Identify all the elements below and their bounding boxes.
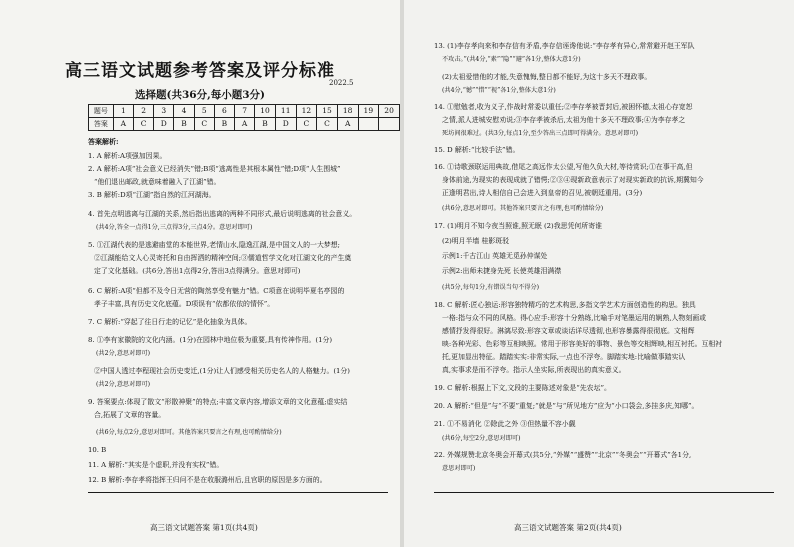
row-label: 答案 bbox=[89, 118, 114, 131]
scoring-note: (共4分,答全一点得1分,三点得3分,三点4分。意思对即可) bbox=[96, 224, 253, 231]
row-label: 题号 bbox=[89, 105, 114, 118]
answer-page-2 bbox=[404, 0, 794, 547]
page-footer: 高三语文试题答案 第1页(共4页) bbox=[150, 523, 258, 532]
page-footer: 高三语文试题答案 第2页(共4页) bbox=[514, 523, 622, 532]
answer-line: 之情,派人进城安慰劝说;③李存孝被杀后,太祖为他十多天不理政事;④为李存孝之 bbox=[442, 116, 686, 124]
question-number: 18 bbox=[337, 105, 358, 118]
question-number: 15 bbox=[317, 105, 338, 118]
scoring-note: 不攻击。”(共4分,“素”“隐”“避”各1分,整体大意1分) bbox=[442, 56, 581, 63]
scoring-note: 死坊间很难过。(共3分,每点1分,至少答出三点即可得满分。意思对即可) bbox=[442, 130, 639, 137]
answer-line: 21. ①不易消化 ②除此之外 ③但热量不容小觑 bbox=[434, 420, 576, 428]
scoring-note: 意思对即可) bbox=[442, 465, 476, 472]
answer-line: 16. ①诗歌颈联运用典故,借尾之高远作太公望,写他久负大材,等待赏识;①在事干高,但 bbox=[434, 163, 693, 171]
answer-line: 身体前途,为现实的表现成就了错愕;②③④现新政意表示了对现实新政的抗诉,期冀知今 bbox=[442, 176, 704, 184]
answer-line: (2)明月半墙 桂影斑驳 bbox=[442, 237, 510, 245]
answer-line: 感情抒发得很好。淋漓尽致:形容文章或谈话详尽透彻,也形容暴露得很彻底。文相辉 bbox=[442, 327, 695, 335]
question-number: 12 bbox=[296, 105, 317, 118]
footer-rule bbox=[434, 492, 774, 493]
answer-cell: A bbox=[113, 118, 133, 131]
answer-line: 合,拓展了文章的容量。 bbox=[94, 411, 166, 419]
answer-cell: C bbox=[317, 118, 338, 131]
footer-rule bbox=[88, 492, 388, 493]
answer-cell: B bbox=[174, 118, 194, 131]
answer-cell: D bbox=[275, 118, 296, 131]
answer-line: 20. A 解析:“但是”与“不要”重复;“就是”与“所见地方”应为“小口袋会,多挂多庆,知哪”。 bbox=[434, 402, 699, 410]
question-number: 1 bbox=[113, 105, 133, 118]
scoring-note: (共4分,“憾”“惜”“视”各1分,整体大意1分) bbox=[442, 87, 556, 94]
answer-line: 17. (1)明月不知今夜当照谁,照无眠 (2)我思凭何所寄谁 bbox=[434, 222, 602, 230]
answer-table bbox=[88, 104, 400, 131]
answer-line: 9. 答案要点:体现了散文“形散神聚”的特点;丰富文章内容,增添文章的文化意蕴;虚实结 bbox=[88, 398, 348, 406]
answer-line: 7. C 解析:“穿起了往日行走的记忆”是化抽象为具体。 bbox=[88, 318, 252, 326]
question-number: 3 bbox=[154, 105, 174, 118]
answer-line: 19. C 解析:根据上下文,文段的主要陈述对象是“先农坛”。 bbox=[434, 384, 611, 392]
question-number: 10 bbox=[255, 105, 276, 118]
answer-cell: C bbox=[133, 118, 153, 131]
document-title: 高三语文试题参考答案及评分标准 bbox=[65, 61, 335, 81]
answer-line: 示例2:出师未捷身先死 长使英雄泪满襟 bbox=[442, 267, 562, 275]
answer-line: 22. 外媒规赞北京冬奥会开幕式(共5分,“外媒”“盛赞”“北京”“冬奥会”“开幕式”各1分, bbox=[434, 451, 692, 459]
answer-line: 正逢明君出,诗人相信自己会进入到皇帝的召见,被朝廷重用。(3分) bbox=[442, 189, 643, 197]
question-number: 5 bbox=[194, 105, 214, 118]
answer-table-number-row bbox=[89, 105, 400, 118]
answer-cell: C bbox=[296, 118, 317, 131]
scoring-note: (共5分,每句1分,有错误当句不得分) bbox=[442, 284, 540, 291]
question-number: 11 bbox=[275, 105, 296, 118]
answer-line: 5. ①江湖代表的是逃避庙堂的本能世界,老情山水,隐逸江湖,是中国文人的一大梦想; bbox=[88, 241, 340, 249]
answer-line: 6. C 解析:A项“但都不及令日无营的陶然享受有魅力”错。C项意在说明毕夏名亭园的 bbox=[88, 287, 345, 295]
answer-cell: A bbox=[337, 118, 358, 131]
answer-line: 映:各种光彩、色彩等互相映照。常用于形容美好的事物、景色等交相辉映,相互衬托。互相衬 bbox=[442, 340, 723, 348]
answer-line: 示例1:千古江山 英雄无觅孙仲谋处 bbox=[442, 252, 548, 260]
answer-cell: C bbox=[194, 118, 214, 131]
answer-line: 托,更加显出特征。踏踏实实:非常实际,一点也不浮夸。脚踏实地:比喻做事踏实认 bbox=[442, 353, 686, 361]
answer-line: “他们退出邮政,就意味着融入了江湖”错。 bbox=[94, 178, 221, 186]
scoring-note: (共6分,每点2分,意思对即可。其他答案只要言之有理,也可酌情给分) bbox=[96, 429, 282, 436]
answer-table-answer-row bbox=[89, 118, 400, 131]
section-subtitle: 选择题(共36分,每小题3分) bbox=[134, 89, 265, 101]
answer-line: 真,实事求是而不浮夸。指示人坐实际,所表现出的真实意义。 bbox=[442, 366, 626, 374]
answer-line: 11. A 解析:“其实是个虚职,并没有实权”错。 bbox=[88, 461, 224, 469]
answer-line: 3. B 解析:D项“江湖”指自然的江河湖海。 bbox=[88, 191, 216, 199]
analysis-heading: 答案解析: bbox=[88, 137, 119, 146]
answer-line: 12. B 解析:李存孝将指挥王归问不是在收服潞州后,且官职的原因是多方面的。 bbox=[88, 476, 327, 484]
question-number: 20 bbox=[379, 105, 400, 118]
scoring-note: (共2分,意思对即可) bbox=[96, 381, 151, 388]
question-number: 19 bbox=[358, 105, 379, 118]
document-date: 2022.5 bbox=[329, 79, 354, 87]
answer-cell bbox=[379, 118, 400, 131]
answer-cell: A bbox=[235, 118, 255, 131]
answer-line: 18. C 解析:匠心独运:形容独特精巧的艺术构思,多指文学艺术方面创造性的构思。独具 bbox=[434, 301, 696, 309]
answer-cell: B bbox=[255, 118, 276, 131]
answer-line: 4. 首先点明逃离与江湖的关系,然后指出逃离的两种不同形式,最后说明逃离的社会意义。 bbox=[88, 210, 357, 218]
question-number: 6 bbox=[214, 105, 234, 118]
question-number: 2 bbox=[133, 105, 153, 118]
answer-line: 定了文化基础。(共6分,答出1点得2分,答出3点得满分。意思对即可) bbox=[94, 267, 301, 275]
question-number: 4 bbox=[174, 105, 194, 118]
answer-cell: D bbox=[154, 118, 174, 131]
answer-line: 1. A 解析:A项强加因果。 bbox=[88, 152, 167, 160]
answer-line: 一格:指与众不同的风格。得心应手:形容十分熟练,比喻手对笔墨运用的娴熟,人物刻画或 bbox=[442, 314, 706, 322]
scoring-note: (共6分,意思对即可。其他答案只要言之有理,也可酌情给分) bbox=[442, 205, 604, 212]
answer-line: ②中国人透过李程现社会历史变迁,(1分)让人们感受相关历史名人的人格魅力。(1分) bbox=[94, 367, 350, 375]
scoring-note: (共6分,每空2分,意思对即可) bbox=[442, 435, 521, 442]
answer-line: 孝子丰富,具有历史文化底蕴。D项误有“依都依依的情怀”。 bbox=[94, 300, 275, 308]
scoring-note: (共2分,意思对即可) bbox=[96, 350, 151, 357]
answer-cell bbox=[358, 118, 379, 131]
answer-line: ②江湖能给文人心灵寄托和自由挥洒的精神空间;③儒道哲学文化对江湖文化的产生奠 bbox=[94, 254, 352, 262]
answer-line: 14. ①慰勉者,收为义子,作战时常委以重任;②李存孝被晋封后,被困怀德,太祖心存宽恕 bbox=[434, 103, 693, 111]
answer-line: 2. A 解析:A项“社会意义已经消失”错;B项“逃离性是其根本属性”错;D项“人生围城” bbox=[88, 165, 341, 173]
answer-line: 15. D 解析:“比较手法”错。 bbox=[434, 146, 520, 154]
answer-line: (2)太祖爱惜他的才能,失意愧悔,整日都不能好,为这十多天不理政事。 bbox=[442, 73, 652, 81]
answer-cell: B bbox=[214, 118, 234, 131]
answer-line: 10. B bbox=[88, 446, 107, 454]
answer-line: 13. (1)李存孝向来和李存信有矛盾,李存信诬谗他说:“李存孝有异心,常常避开赵王军队 bbox=[434, 42, 695, 50]
question-number: 7 bbox=[235, 105, 255, 118]
answer-line: 8. ①李有家徽院的文化内涵。(1分)在园林中地位极为重要,具有传神作用。(1分) bbox=[88, 336, 333, 344]
